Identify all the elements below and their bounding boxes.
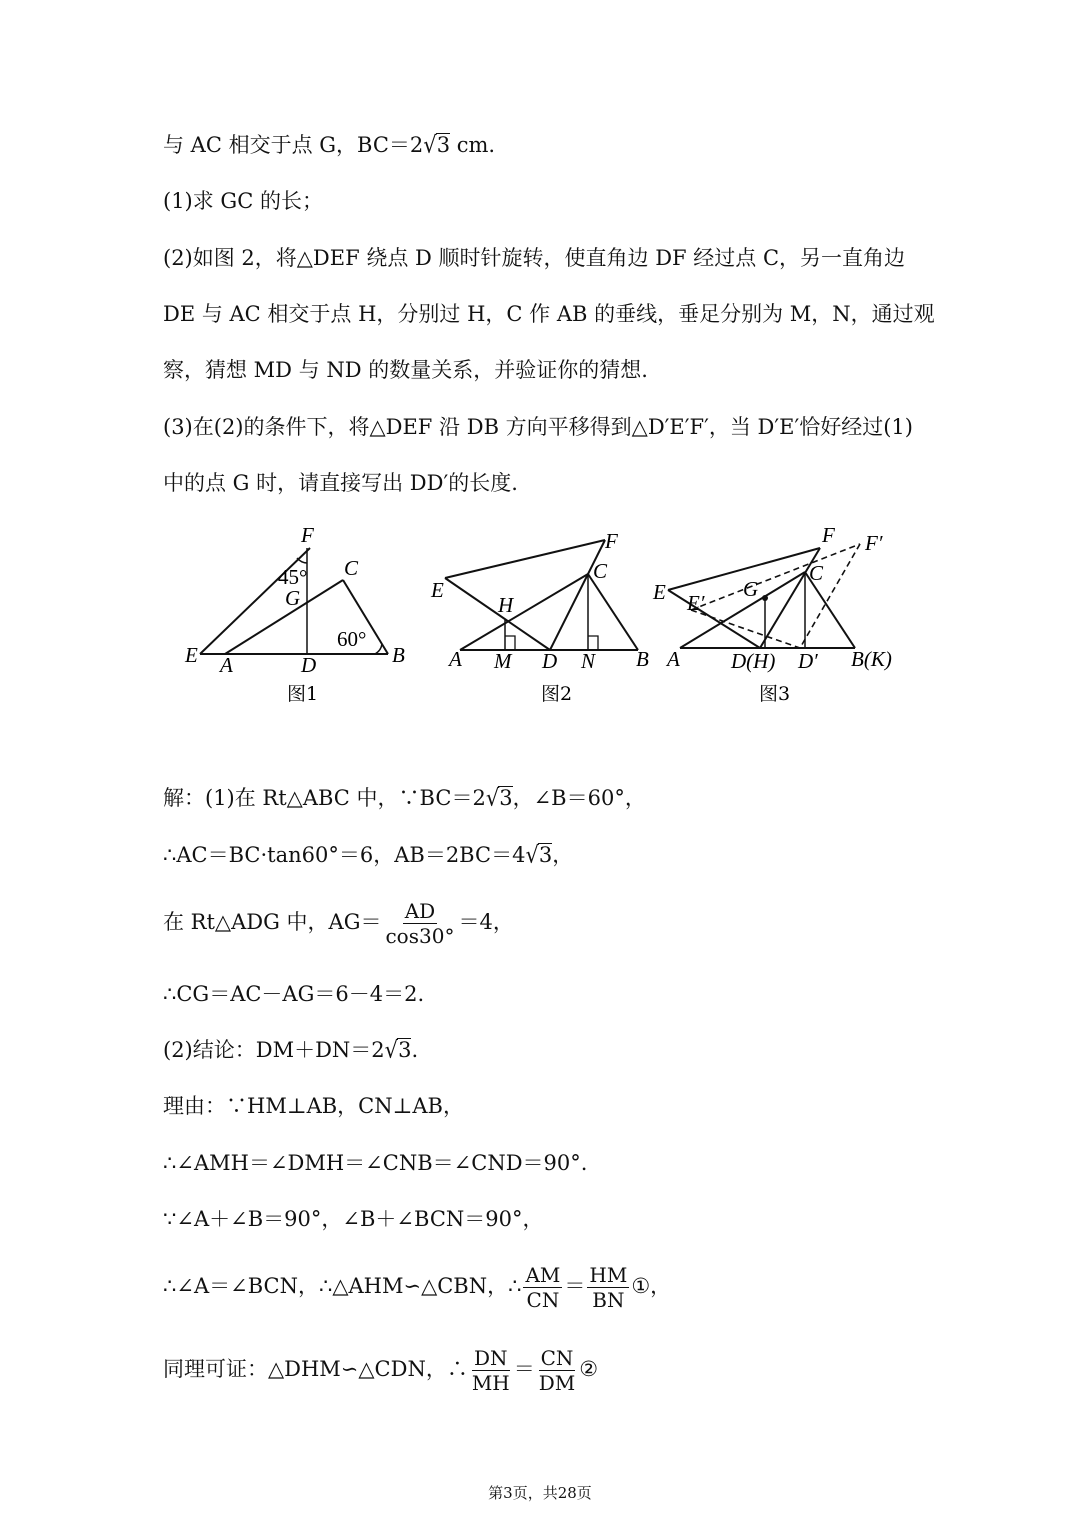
fig3-label-g: G (743, 577, 759, 601)
solution-line-5: (2)结论：DM＋DN＝2√3. (163, 1036, 419, 1064)
fig1-label-d: D (301, 653, 317, 677)
solution-line-3: 在 Rt△ADG 中，AG＝ $\frac{AD}{\cos 30^\circ}$ ＝4， (163, 899, 514, 948)
fig1-caption: 图1 (287, 683, 319, 705)
fraction-am-cn: $\frac{AM}{CN}$ (525, 1263, 561, 1312)
fig2-label-n: N (581, 649, 596, 673)
fig2-caption: 图2 (541, 683, 573, 705)
solution-line-7: ∴∠AMH＝∠DMH＝∠CNB＝∠CND＝90°. (163, 1151, 588, 1175)
fig1-angle-60: 60° (337, 627, 367, 651)
fig1-label-c: C (344, 556, 359, 580)
fig3-label-f: F (822, 523, 835, 547)
solution-line-9: ∴∠A＝∠BCN，∴△AHM∽△CBN，∴ $\frac{AM}{CN}$ ＝ $\frac{HM}{BN}$ ①， (163, 1263, 672, 1312)
question-2-line-1: (2)如图 2，将△DEF 绕点 D 顺时针旋转，使直角边 DF 经过点 C，另一直角边 (163, 246, 906, 270)
fig3-label-e-prime: E′ (687, 591, 705, 615)
point-g-marker (762, 595, 768, 601)
fig3-label-c: C (809, 561, 824, 585)
solution-line-8: ∵∠A＋∠B＝90°，∠B＋∠BCN＝90°， (163, 1207, 544, 1231)
fig1-label-b: B (392, 643, 405, 667)
question-3-line-2: 中的点 G 时，请直接写出 DD′的长度. (163, 471, 518, 495)
fig1-angle-45: 45° (278, 565, 308, 589)
fraction-hm-bn: $\frac{HM}{BN}$ (589, 1263, 628, 1312)
problem-line-1: 与 AC 相交于点 G，BC＝2√3 cm. (163, 131, 496, 159)
fig3-label-e: E (653, 580, 666, 604)
fig3-caption: 图3 (759, 683, 791, 705)
fig2-label-h: H (498, 593, 514, 617)
fig2-label-e: E (431, 578, 444, 602)
figure-2 (445, 540, 638, 650)
solution-line-4: ∴CG＝AC－AG＝6－4＝2. (163, 982, 425, 1006)
fig3-label-d-h: D(H) (731, 649, 776, 673)
fig2-label-f: F (605, 529, 618, 553)
question-2-line-2: DE 与 AC 相交于点 H，分别过 H，C 作 AB 的垂线，垂足分别为 M，N，通过观 (163, 302, 935, 326)
fig3-label-b-k: B(K) (851, 647, 892, 671)
fraction-dn-mh: $\frac{DN}{MH}$ (471, 1346, 510, 1395)
fraction-ad-cos30: $\frac{AD}{\cos 30^\circ}$ (385, 899, 455, 948)
fig1-label-a: A (220, 653, 233, 677)
fig3-label-f-prime: F′ (865, 531, 883, 555)
fig2-label-c: C (593, 559, 608, 583)
fraction-cn-dm: $\frac{CN}{DM}$ (538, 1346, 576, 1395)
fig1-label-f: F (301, 523, 314, 547)
fig1-label-e: E (185, 643, 198, 667)
solution-line-6: 理由：∵HM⊥AB，CN⊥AB， (163, 1094, 464, 1118)
fig2-label-d: D (542, 649, 558, 673)
fig2-label-b: B (636, 647, 649, 671)
fig3-label-d-prime: D′ (798, 649, 818, 673)
fig1-label-g: G (285, 586, 301, 610)
fig2-label-a: A (449, 647, 462, 671)
question-2-line-3: 察，猜想 MD 与 ND 的数量关系，并验证你的猜想. (163, 358, 648, 382)
solution-line-10: 同理可证：△DHM∽△CDN，∴ $\frac{DN}{MH}$ ＝ $\frac{CN}{DM}$ ② (163, 1346, 599, 1395)
page-footer: 第3页，共28页 (488, 1484, 592, 1502)
fig3-label-a: A (667, 647, 680, 671)
question-1: (1)求 GC 的长； (163, 189, 323, 213)
fig2-label-m: M (494, 649, 512, 673)
solution-line-1: 解：(1)在 Rt△ABC 中，∵BC＝2√3，∠B＝60°， (163, 784, 646, 812)
solution-line-2: ∴AC＝BC·tan60°＝6，AB＝2BC＝4√3， (163, 841, 574, 869)
question-3-line-1: (3)在(2)的条件下，将△DEF 沿 DB 方向平移得到△D′E′F′，当 D′E′恰好经过(1) (163, 415, 913, 439)
geometry-figures (175, 520, 915, 720)
